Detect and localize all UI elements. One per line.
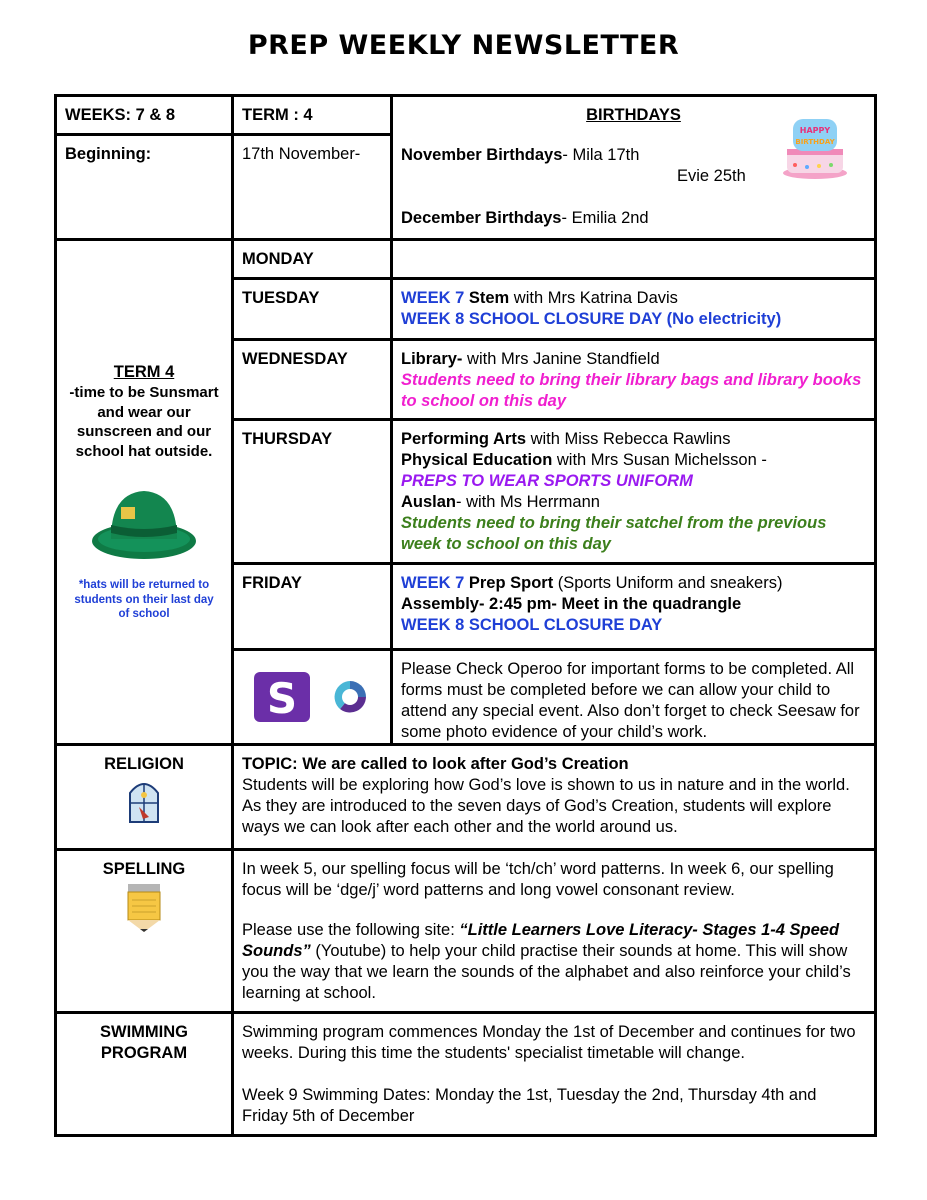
religion-content — [233, 745, 876, 850]
november-label: November Birthdays — [401, 146, 563, 164]
religion-label: RELIGION — [104, 755, 184, 773]
thursday-auslan-subject: Auslan — [401, 493, 457, 511]
pencil-notepad-icon — [124, 882, 164, 934]
swimming-p1: Swimming program commences Monday the 1st of December and continues for two weeks. During this time the students' specialist timetable will change. — [242, 1023, 856, 1062]
spelling-content — [233, 850, 876, 1013]
religion-topic: TOPIC: We are called to look after God’s Creation — [242, 755, 629, 773]
spelling-p2-rest: (Youtube) to help your child practise their sounds at home. This will show you the way that we learn the sounds of the alphabet and also reinforce your child’s learning at school. — [242, 942, 851, 1002]
december-names: - Emilia 2nd — [561, 209, 649, 227]
thursday-pa-subject: Performing Arts — [401, 430, 526, 448]
seesaw-icon — [254, 672, 310, 722]
day-tuesday: TUESDAY — [233, 279, 392, 340]
friday-assembly: Assembly- 2:45 pm- Meet in the quadrangle — [401, 595, 742, 613]
november-names: - Mila 17th — [562, 146, 640, 164]
swimming-label-1: SWIMMING — [100, 1023, 188, 1041]
december-birthdays — [401, 208, 866, 229]
swimming-content — [233, 1013, 876, 1136]
wednesday-content — [392, 340, 876, 420]
spelling-label-cell — [56, 850, 233, 1013]
wednesday-subject: Library- — [401, 350, 463, 368]
friday-w7-label: WEEK 7 — [401, 574, 465, 592]
spelling-site-link: “Little Learners Love Literacy- Stages 1-4 Speed Sounds” — [242, 921, 840, 960]
spelling-p2-intro: Please use the following site: — [242, 921, 460, 939]
november-names-2: Evie 25th — [677, 167, 746, 185]
apps-icons-cell — [233, 650, 392, 745]
thursday-pa-teacher: with Miss Rebecca Rawlins — [526, 430, 731, 448]
svg-text:BIRTHDAY: BIRTHDAY — [795, 138, 835, 146]
day-monday: MONDAY — [233, 240, 392, 279]
friday-w7-subject: Prep Sport — [468, 574, 554, 592]
friday-w7-detail: (Sports Uniform and sneakers) — [553, 574, 783, 592]
term-cell: TERM : 4 — [233, 96, 392, 135]
svg-text:HAPPY: HAPPY — [799, 126, 831, 135]
church-window-icon — [127, 777, 161, 823]
spelling-p1: In week 5, our spelling focus will be ‘tch/ch’ word patterns. In week 6, our spelling focus will be ‘dge/j’ word patterns and long vowel consonant review. — [242, 860, 834, 899]
page-title: PREP WEEKLY NEWSLETTER — [247, 30, 680, 61]
term4-message: -time to be Sunsmart and wear our sunscreen and our school hat outside. — [69, 384, 219, 460]
school-hat-icon — [89, 481, 199, 566]
term4-heading: TERM 4 — [113, 363, 175, 382]
weeks-cell: WEEKS: 7 & 8 — [56, 96, 233, 135]
birthday-cake-icon — [779, 111, 851, 183]
apps-text: Please Check Operoo for important forms to be completed. All forms must be completed before we can allow your child to attend any special event. Also don’t forget to check Seesaw for some photo evidence of your child’s work. — [392, 650, 876, 745]
spelling-label: SPELLING — [102, 860, 186, 878]
day-friday: FRIDAY — [233, 564, 392, 650]
svg-text:S: S — [266, 674, 298, 722]
thursday-pe-note: PREPS TO WEAR SPORTS UNIFORM — [401, 472, 693, 490]
newsletter-table — [54, 94, 877, 1137]
operoo-icon — [330, 677, 370, 717]
december-label: December Birthdays — [401, 209, 562, 227]
spelling-p2 — [242, 920, 866, 1004]
monday-content — [392, 240, 876, 279]
friday-w8: WEEK 8 SCHOOL CLOSURE DAY — [401, 616, 663, 634]
thursday-auslan-teacher: - with Ms Herrmann — [456, 493, 600, 511]
birthdays-heading: BIRTHDAYS — [586, 106, 681, 124]
tuesday-w8: WEEK 8 SCHOOL CLOSURE DAY (No electricity) — [401, 310, 782, 328]
tuesday-w7-teacher: with Mrs Katrina Davis — [509, 289, 678, 307]
thursday-satchel-note: Students need to bring their satchel from the previous week to school on this day — [401, 514, 827, 553]
thursday-content — [392, 420, 876, 564]
friday-content — [392, 564, 876, 650]
hat-note: *hats will be returned to students on their last day of school — [74, 579, 214, 621]
day-thursday: THURSDAY — [233, 420, 392, 564]
swimming-label-2: PROGRAM — [100, 1044, 188, 1062]
thursday-pe-teacher: with Mrs Susan Michelsson - — [552, 451, 767, 469]
swimming-p2: Week 9 Swimming Dates: Monday the 1st, Tuesday the 2nd, Thursday 4th and Friday 5th of December — [242, 1086, 817, 1125]
wednesday-teacher: with Mrs Janine Standfield — [462, 350, 660, 368]
religion-text: Students will be exploring how God’s love is shown to us in nature and in the world. As they are introduced to the seven days of God’s Creation, students will explore ways we can look after each other and the world around us. — [242, 776, 850, 836]
wednesday-note: Students need to bring their library bags and library books to school on this day — [401, 371, 862, 410]
term4-cell — [56, 240, 233, 745]
religion-label-cell — [56, 745, 233, 850]
day-wednesday: WEDNESDAY — [233, 340, 392, 420]
beginning-label: Beginning: — [56, 135, 233, 240]
swimming-label-cell — [56, 1013, 233, 1136]
tuesday-content — [392, 279, 876, 340]
thursday-pe-subject: Physical Education — [401, 451, 553, 469]
tuesday-w7-label: WEEK 7 — [401, 289, 465, 307]
birthdays-cell — [392, 96, 876, 240]
beginning-value: 17th November- — [233, 135, 392, 240]
tuesday-w7-subject: Stem — [468, 289, 510, 307]
